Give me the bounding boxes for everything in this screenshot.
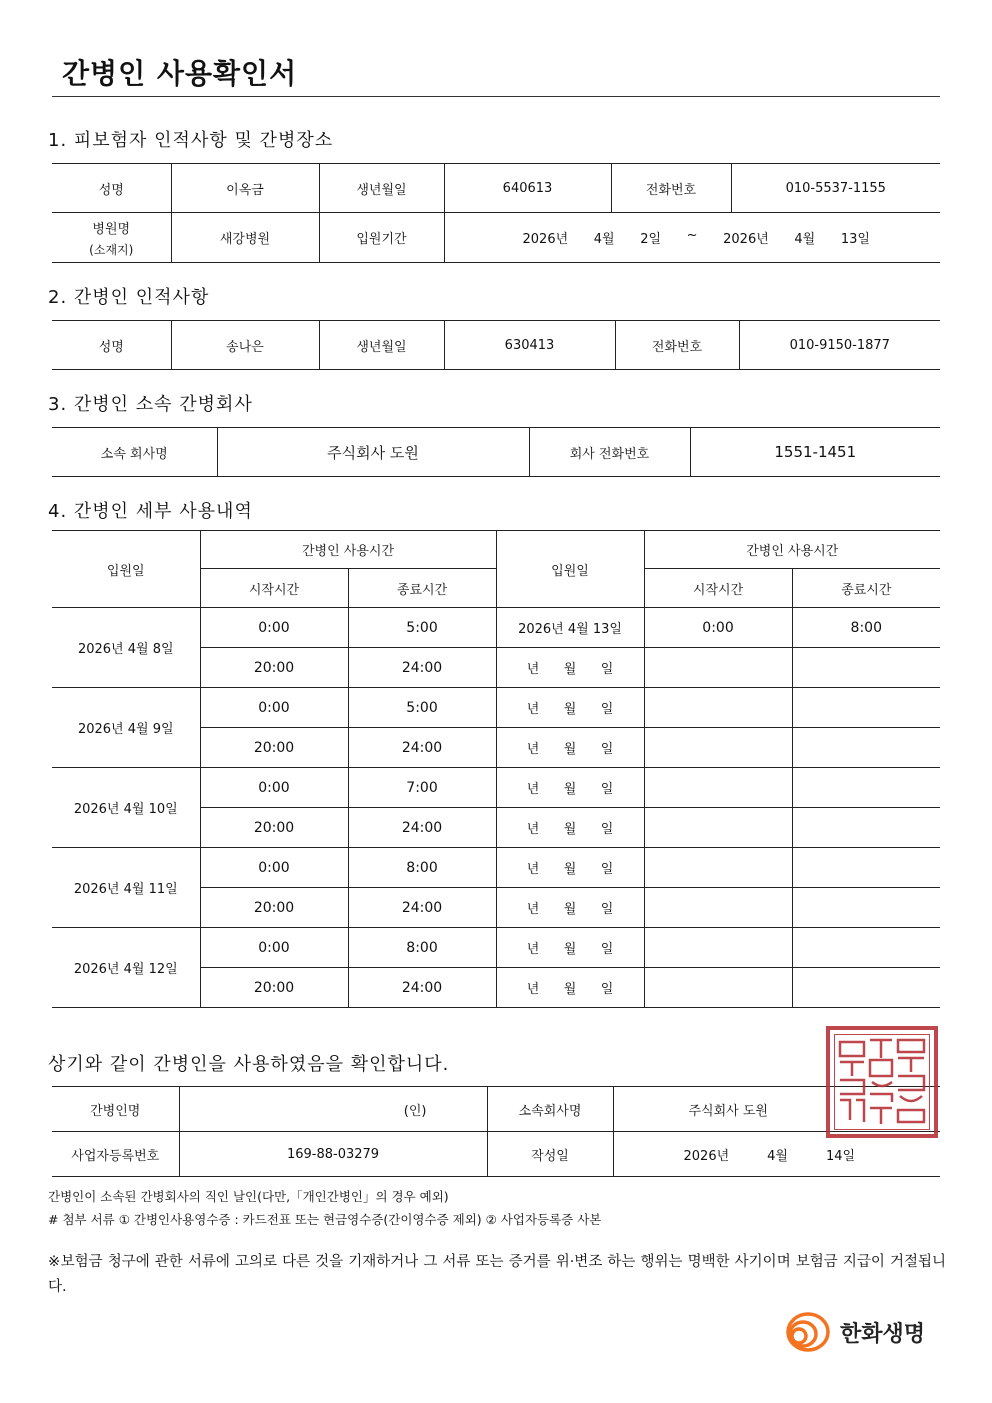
right-end-time xyxy=(792,808,940,848)
period-to-year: 2026년 xyxy=(723,232,769,247)
right-admit-date-blank xyxy=(496,648,644,688)
company-table xyxy=(52,427,940,477)
blank-date-part: 월 xyxy=(563,822,577,837)
write-date-month: 4월 xyxy=(767,1148,788,1164)
left-end-time: 5:00 xyxy=(348,608,496,648)
blank-date-part: 월 xyxy=(563,942,577,957)
title-divider xyxy=(52,96,940,97)
usage-body xyxy=(52,608,940,1008)
blank-date-part: 월 xyxy=(563,742,577,757)
blank-date-part: 일 xyxy=(600,982,614,997)
left-start-time: 0:00 xyxy=(200,768,348,808)
period-label: 입원기간 xyxy=(319,213,444,263)
note-seal: 간병인이 소속된 간병회사의 직인 날인(다만,「개인간병인」의 경우 예외) xyxy=(48,1189,449,1204)
admission-period xyxy=(444,213,940,263)
right-end-time xyxy=(792,688,940,728)
company-phone-label: 회사 전화번호 xyxy=(529,428,690,477)
write-date xyxy=(613,1132,940,1177)
blank-date xyxy=(497,658,644,677)
insured-birth: 640613 xyxy=(444,164,611,213)
usage-time-header-left: 간병인 사용시간 xyxy=(200,531,496,569)
blank-date-part: 월 xyxy=(563,862,577,877)
blank-date-part: 일 xyxy=(600,822,614,837)
left-admit-date: 2026년 4월 10일 xyxy=(52,768,200,848)
usage-time-header-right: 간병인 사용시간 xyxy=(644,531,940,569)
left-end-time: 24:00 xyxy=(348,808,496,848)
caregiver-name-sign-label: 간병인명 xyxy=(52,1087,179,1132)
section-4-heading: 4. 간병인 세부 사용내역 xyxy=(48,501,253,522)
company-sign-label: 소속회사명 xyxy=(487,1087,613,1132)
left-admit-date: 2026년 4월 11일 xyxy=(52,848,200,928)
confirmation-text: 상기와 같이 간병인을 사용하였음을 확인합니다. xyxy=(48,1054,450,1075)
bizno-label: 사업자등록번호 xyxy=(52,1132,179,1177)
left-start-time: 20:00 xyxy=(200,808,348,848)
blank-date-part: 월 xyxy=(563,782,577,797)
seal-pattern-icon xyxy=(830,1030,934,1134)
left-start-time: 0:00 xyxy=(200,608,348,648)
period-from-day: 2일 xyxy=(640,232,662,247)
left-end-time: 8:00 xyxy=(348,848,496,888)
section-3-heading: 3. 간병인 소속 간병회사 xyxy=(48,394,253,415)
caregiver-name: 송나은 xyxy=(171,321,319,370)
blank-date-part: 일 xyxy=(600,702,614,717)
seal-mark: (인) xyxy=(179,1087,487,1132)
blank-date xyxy=(497,698,644,717)
blank-date-part: 월 xyxy=(563,662,577,677)
date-label: 작성일 xyxy=(487,1132,613,1177)
blank-date-part: 년 xyxy=(526,862,540,877)
right-admit-date-blank xyxy=(496,968,644,1008)
blank-date-part: 월 xyxy=(563,702,577,717)
right-end-time xyxy=(792,848,940,888)
blank-date xyxy=(497,898,644,917)
usage-end-header-right: 종료시간 xyxy=(792,569,940,608)
caregiver-phone-label: 전화번호 xyxy=(615,321,739,370)
blank-date xyxy=(497,938,644,957)
left-admit-date: 2026년 4월 12일 xyxy=(52,928,200,1008)
usage-end-header-left: 종료시간 xyxy=(348,569,496,608)
right-admit-date-blank xyxy=(496,888,644,928)
caregiver-birth: 630413 xyxy=(444,321,615,370)
note-attachments: # 첨부 서류 ① 간병인사용영수증 : 카드전표 또는 현금영수증(간이영수증 제외) ② 사업자등록증 사본 xyxy=(48,1212,602,1227)
insured-table xyxy=(52,163,940,263)
write-date-year: 2026년 xyxy=(683,1148,730,1164)
company-name-label: 소속 회사명 xyxy=(52,428,217,477)
left-admit-date: 2026년 4월 8일 xyxy=(52,608,200,688)
right-admit-date-blank xyxy=(496,848,644,888)
section-1-heading: 1. 피보험자 인적사항 및 간병장소 xyxy=(48,130,334,151)
blank-date-part: 일 xyxy=(600,942,614,957)
blank-date-part: 년 xyxy=(526,902,540,917)
right-end-time xyxy=(792,728,940,768)
right-admit-date: 2026년 4월 13일 xyxy=(496,608,644,648)
left-end-time: 7:00 xyxy=(348,768,496,808)
right-end-time xyxy=(792,768,940,808)
bizno: 169-88-03279 xyxy=(179,1132,487,1177)
blank-date xyxy=(497,738,644,757)
company-name: 주식회사 도원 xyxy=(217,428,529,477)
right-start-time xyxy=(644,808,792,848)
caregiver-birth-label: 생년월일 xyxy=(319,321,444,370)
period-from-month: 4월 xyxy=(593,232,615,247)
company-phone: 1551-1451 xyxy=(690,428,940,477)
write-date-day: 14일 xyxy=(826,1148,856,1164)
usage-row xyxy=(52,928,940,968)
caregiver-name-label: 성명 xyxy=(52,321,171,370)
hospital-label-cell xyxy=(52,213,171,263)
insured-name-label: 성명 xyxy=(52,164,171,213)
brand-name: 한화생명 xyxy=(840,1321,926,1347)
period-to-month: 4월 xyxy=(794,232,816,247)
left-start-time: 20:00 xyxy=(200,968,348,1008)
usage-row xyxy=(52,608,940,648)
right-end-time xyxy=(792,928,940,968)
right-start-time xyxy=(644,888,792,928)
insured-phone-label: 전화번호 xyxy=(611,164,731,213)
hanwha-life-logo xyxy=(780,1310,925,1354)
right-start-time xyxy=(644,848,792,888)
right-admit-date-blank xyxy=(496,808,644,848)
signature-table xyxy=(52,1086,940,1177)
blank-date xyxy=(497,858,644,877)
left-start-time: 20:00 xyxy=(200,728,348,768)
left-admit-date: 2026년 4월 9일 xyxy=(52,688,200,768)
usage-table xyxy=(52,530,940,1008)
period-from-year: 2026년 xyxy=(522,232,569,247)
usage-row xyxy=(52,768,940,808)
period-tilde: ~ xyxy=(686,228,698,243)
right-admit-date-blank xyxy=(496,928,644,968)
left-end-time: 5:00 xyxy=(348,688,496,728)
hospital-label: 병원명 xyxy=(92,221,131,237)
left-start-time: 0:00 xyxy=(200,928,348,968)
right-start-time xyxy=(644,688,792,728)
blank-date-part: 년 xyxy=(526,782,540,797)
blank-date-part: 일 xyxy=(600,902,614,917)
blank-date-part: 년 xyxy=(526,942,540,957)
blank-date-part: 일 xyxy=(600,782,614,797)
right-admit-date-blank xyxy=(496,768,644,808)
caregiver-phone: 010-9150-1877 xyxy=(739,321,940,370)
blank-date-part: 월 xyxy=(563,902,577,917)
usage-row xyxy=(52,688,940,728)
blank-date-part: 년 xyxy=(526,822,540,837)
fraud-warning: ※보험금 청구에 관한 서류에 고의로 다른 것을 기재하거나 그 서류 또는 증거를 위·변조 하는 행위는 명백한 사기이며 보험금 지급이 거절됩니다. xyxy=(48,1254,946,1295)
hanwha-logo-icon xyxy=(780,1310,832,1354)
blank-date xyxy=(497,818,644,837)
blank-date-part: 일 xyxy=(600,862,614,877)
page-title: 간병인 사용확인서 xyxy=(62,57,298,90)
left-end-time: 24:00 xyxy=(348,648,496,688)
blank-date-part: 년 xyxy=(526,702,540,717)
left-end-time: 8:00 xyxy=(348,928,496,968)
hospital-sublabel: (소재지) xyxy=(89,242,134,257)
hospital-name: 새강병원 xyxy=(171,213,319,263)
insured-phone: 010-5537-1155 xyxy=(731,164,940,213)
company-sign-name: 주식회사 도원 xyxy=(613,1087,940,1132)
right-start-time xyxy=(644,968,792,1008)
right-admit-date-blank xyxy=(496,688,644,728)
right-admit-date-blank xyxy=(496,728,644,768)
right-start-time xyxy=(644,728,792,768)
right-end-time xyxy=(792,648,940,688)
blank-date-part: 년 xyxy=(526,982,540,997)
left-start-time: 20:00 xyxy=(200,888,348,928)
insured-name: 이옥금 xyxy=(171,164,319,213)
right-start-time: 0:00 xyxy=(644,608,792,648)
blank-date-part: 월 xyxy=(563,982,577,997)
left-start-time: 0:00 xyxy=(200,688,348,728)
section-2-heading: 2. 간병인 인적사항 xyxy=(48,287,210,308)
left-start-time: 0:00 xyxy=(200,848,348,888)
company-seal-stamp xyxy=(826,1026,938,1138)
blank-date-part: 년 xyxy=(526,742,540,757)
right-start-time xyxy=(644,648,792,688)
usage-start-header-right: 시작시간 xyxy=(644,569,792,608)
right-end-time xyxy=(792,968,940,1008)
period-to-day: 13일 xyxy=(840,232,870,247)
left-start-time: 20:00 xyxy=(200,648,348,688)
usage-row xyxy=(52,848,940,888)
usage-admit-header-left: 입원일 xyxy=(52,531,200,608)
left-end-time: 24:00 xyxy=(348,968,496,1008)
blank-date-part: 년 xyxy=(526,662,540,677)
left-end-time: 24:00 xyxy=(348,888,496,928)
blank-date-part: 일 xyxy=(600,742,614,757)
usage-admit-header-right: 입원일 xyxy=(496,531,644,608)
blank-date-part: 일 xyxy=(600,662,614,677)
usage-start-header-left: 시작시간 xyxy=(200,569,348,608)
right-start-time xyxy=(644,768,792,808)
left-end-time: 24:00 xyxy=(348,728,496,768)
blank-date xyxy=(497,778,644,797)
right-start-time xyxy=(644,928,792,968)
blank-date xyxy=(497,978,644,997)
caregiver-table xyxy=(52,320,940,370)
insured-birth-label: 생년월일 xyxy=(319,164,444,213)
right-end-time xyxy=(792,888,940,928)
right-end-time: 8:00 xyxy=(792,608,940,648)
